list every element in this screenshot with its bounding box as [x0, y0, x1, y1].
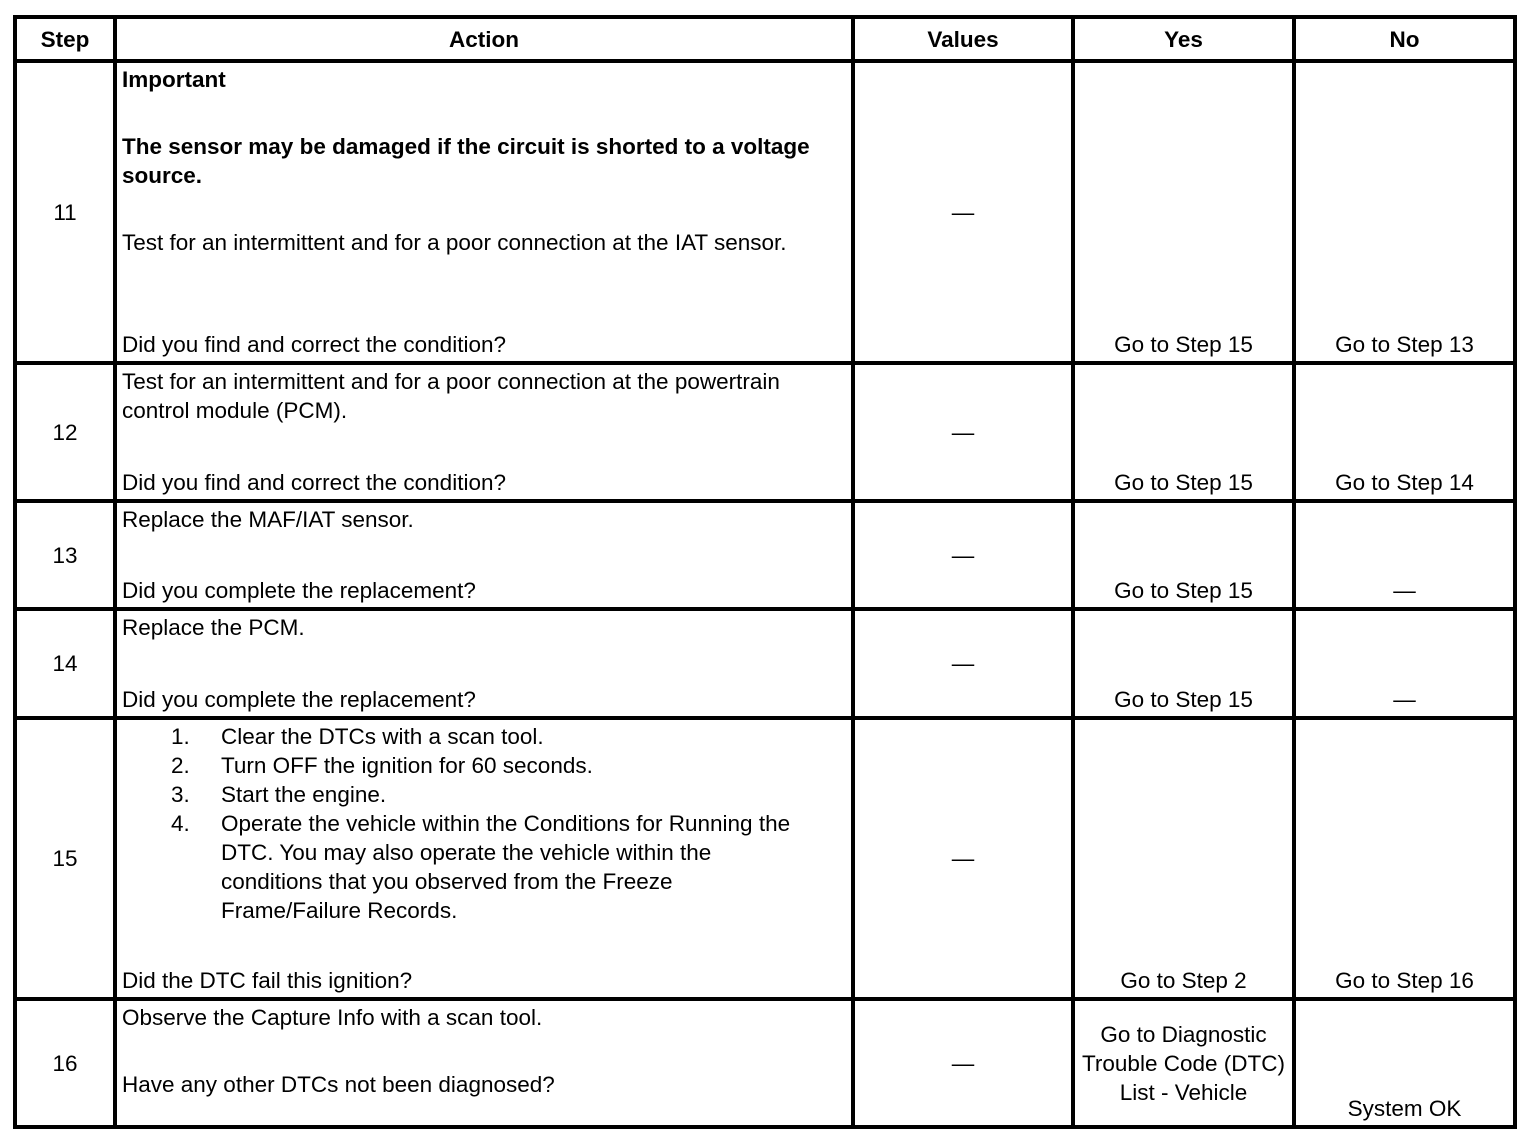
list-item-number: 2.: [171, 753, 190, 778]
action-cell: [115, 718, 853, 999]
action-cell: [115, 501, 853, 609]
list-item-number: 4.: [171, 811, 190, 836]
values-cell: —: [853, 61, 1073, 363]
action-text: Observe the Capture Info with a scan tool.: [122, 1005, 543, 1030]
step-number: 15: [15, 718, 115, 999]
list-item: [122, 809, 846, 925]
values-cell: —: [853, 999, 1073, 1127]
diagnostic-table: [13, 15, 1517, 1129]
table-row: [15, 718, 1515, 999]
header-row: [15, 17, 1515, 61]
table-row: [15, 999, 1515, 1127]
list-item: [122, 722, 846, 751]
step-number: 12: [15, 363, 115, 501]
no-cell: Go to Step 13: [1294, 61, 1515, 363]
no-cell: Go to Step 16: [1294, 718, 1515, 999]
list-item-text: Turn OFF the ignition for 60 seconds.: [221, 753, 593, 778]
action-text: Test for an intermittent and for a poor connection at the IAT sensor.: [122, 230, 787, 255]
header-no: No: [1294, 17, 1515, 61]
important-label: Important: [122, 67, 226, 92]
action-text: Replace the MAF/IAT sensor.: [122, 507, 414, 532]
no-cell: System OK: [1294, 999, 1515, 1127]
values-cell: —: [853, 718, 1073, 999]
yes-cell: Go to Step 15: [1073, 609, 1294, 718]
action-cell: [115, 363, 853, 501]
action-question: Did you complete the replacement?: [122, 578, 476, 603]
table-row: [15, 609, 1515, 718]
action-text: Replace the PCM.: [122, 615, 305, 640]
header-values: Values: [853, 17, 1073, 61]
header-action: Action: [115, 17, 853, 61]
step-number: 16: [15, 999, 115, 1127]
action-question: Did you find and correct the condition?: [122, 332, 506, 357]
action-cell: [115, 61, 853, 363]
yes-cell: Go to Diagnostic Trouble Code (DTC) List - Vehicle: [1073, 999, 1294, 1127]
values-cell: —: [853, 501, 1073, 609]
no-cell: Go to Step 14: [1294, 363, 1515, 501]
list-item-text: Clear the DTCs with a scan tool.: [221, 724, 544, 749]
values-cell: —: [853, 363, 1073, 501]
list-item-number: 1.: [171, 724, 190, 749]
yes-cell: Go to Step 15: [1073, 363, 1294, 501]
no-cell: —: [1294, 609, 1515, 718]
list-item-text: Operate the vehicle within the Conditions for Running the DTC. You may also operate the vehicle within the conditions that you observed from the Freeze Frame/Failure Records.: [221, 811, 791, 923]
list-item-number: 3.: [171, 782, 190, 807]
action-question: Did the DTC fail this ignition?: [122, 968, 413, 993]
action-text: Test for an intermittent and for a poor connection at the powertrain control module (PCM).: [122, 369, 780, 423]
action-question: Did you find and correct the condition?: [122, 470, 506, 495]
header-yes: Yes: [1073, 17, 1294, 61]
procedure-list: [122, 722, 846, 925]
warning-text: The sensor may be damaged if the circuit is shorted to a voltage source.: [122, 134, 810, 188]
list-item: [122, 780, 846, 809]
action-cell: [115, 999, 853, 1127]
yes-cell: Go to Step 15: [1073, 501, 1294, 609]
table-row: [15, 501, 1515, 609]
action-question: Did you complete the replacement?: [122, 687, 476, 712]
table-row: [15, 61, 1515, 363]
step-number: 13: [15, 501, 115, 609]
action-cell: [115, 609, 853, 718]
header-step: Step: [15, 17, 115, 61]
table-row: [15, 363, 1515, 501]
no-cell: —: [1294, 501, 1515, 609]
list-item: [122, 751, 846, 780]
step-number: 11: [15, 61, 115, 363]
action-question: Have any other DTCs not been diagnosed?: [122, 1072, 555, 1097]
values-cell: —: [853, 609, 1073, 718]
yes-cell: Go to Step 15: [1073, 61, 1294, 363]
list-item-text: Start the engine.: [221, 782, 387, 807]
yes-cell: Go to Step 2: [1073, 718, 1294, 999]
step-number: 14: [15, 609, 115, 718]
